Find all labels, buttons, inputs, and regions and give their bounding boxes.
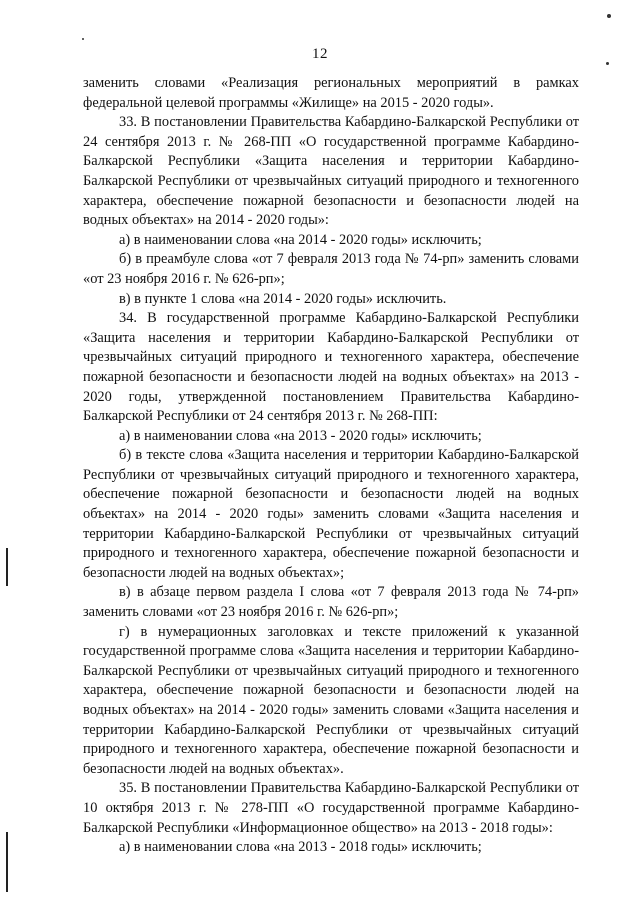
paragraph-item-33: 33. В постановлении Правительства Кабардино-Балкарской Республики от 24 сентября 2013 г. № 268-ПП «О государственной программе Кабардино-Балкарской Республики «Защита населения и территории Кабардино-Балкарской Республики от чрезвычайных ситуаций природного и техногенного характера, обеспечение пожарной безопасности и безопасности людей на водных объектах» на 2014 - 2020 годы»: <box>83 114 579 229</box>
scan-speck <box>607 14 611 18</box>
page-number: 12 <box>312 46 328 62</box>
paragraph-item-35: 35. В постановлении Правительства Кабардино-Балкарской Республики от 10 октября 2013 г. № 278-ПП «О государственной программе Кабардино-Балкарской Республики «Информационное общество» на 2013 - 2018 годы»: <box>83 780 579 836</box>
paragraph-item-34-a: а) в наименовании слова «на 2013 - 2020 годы» исключить; <box>119 427 482 444</box>
paragraph-item-34-g: г) в нумерационных заголовках и тексте приложений к указанной государственной программе слова «Защита населения и территории Кабардино-Балкарской Республики от чрезвычайных ситуаций природного и техногенного характера, обеспечение пожарной безопасности и безопасности людей на водных объектах» на 2014 - 2020 годы» заменить словами «Защита населения и территории Кабардино-Балкарской Республики от чрезвычайных ситуаций природного и техногенного характера, обеспечение пожарной безопасности и безопасности людей на водных объектах». <box>83 623 579 777</box>
scan-speck <box>82 38 84 40</box>
paragraph-item-34: 34. В государственной программе Кабардино-Балкарской Республики «Защита населения и территории Кабардино-Балкарской Республики от чрезвычайных ситуаций природного и техногенного характера, обеспечение пожарной безопасности и безопасности людей на водных объектах» на 2013 - 2020 годы, утвержденной постановлением Правительства Кабардино-Балкарской Республики от 24 сентября 2013 г. № 268-ПП: <box>83 310 579 425</box>
paragraph-item-33-b: б) в преамбуле слова «от 7 февраля 2013 года № 74-рп» заменить словами «от 23 ноября 2016 г. № 626-рп»; <box>83 251 579 287</box>
paragraph-item-34-v: в) в абзаце первом раздела I слова «от 7 февраля 2013 года № 74-рп» заменить словами «от 23 ноября 2016 г. № 626-рп»; <box>83 584 579 621</box>
paragraph-item-35-a: а) в наименовании слова «на 2013 - 2018 годы» исключить; <box>119 839 482 856</box>
paragraph-continuation: заменить словами «Реализация региональных мероприятий в рамках федеральной целевой программы «Жилище» на 2015 - 2020 годы». <box>83 75 579 111</box>
scan-speck <box>606 62 609 65</box>
paragraph-item-33-v: в) в пункте 1 слова «на 2014 - 2020 годы» исключить. <box>119 290 447 307</box>
paragraph-item-34-b: б) в тексте слова «Защита населения и территории Кабардино-Балкарской Республики от чрезвычайных ситуаций природного и техногенного характера, обеспечение пожарной безопасности и безопасности людей на водных объектах» на 2014 - 2020 годы» заменить словами «Защита населения и территории Кабардино-Балкарской Республики от чрезвычайных ситуаций природного и техногенного характера, обеспечение пожарной безопасности и безопасности людей на водных объектах»; <box>83 447 579 581</box>
scan-margin-mark <box>6 548 8 586</box>
paragraph-item-33-a: а) в наименовании слова «на 2014 - 2020 годы» исключить; <box>119 231 482 248</box>
scan-margin-mark <box>6 832 8 892</box>
document-body <box>83 74 579 858</box>
